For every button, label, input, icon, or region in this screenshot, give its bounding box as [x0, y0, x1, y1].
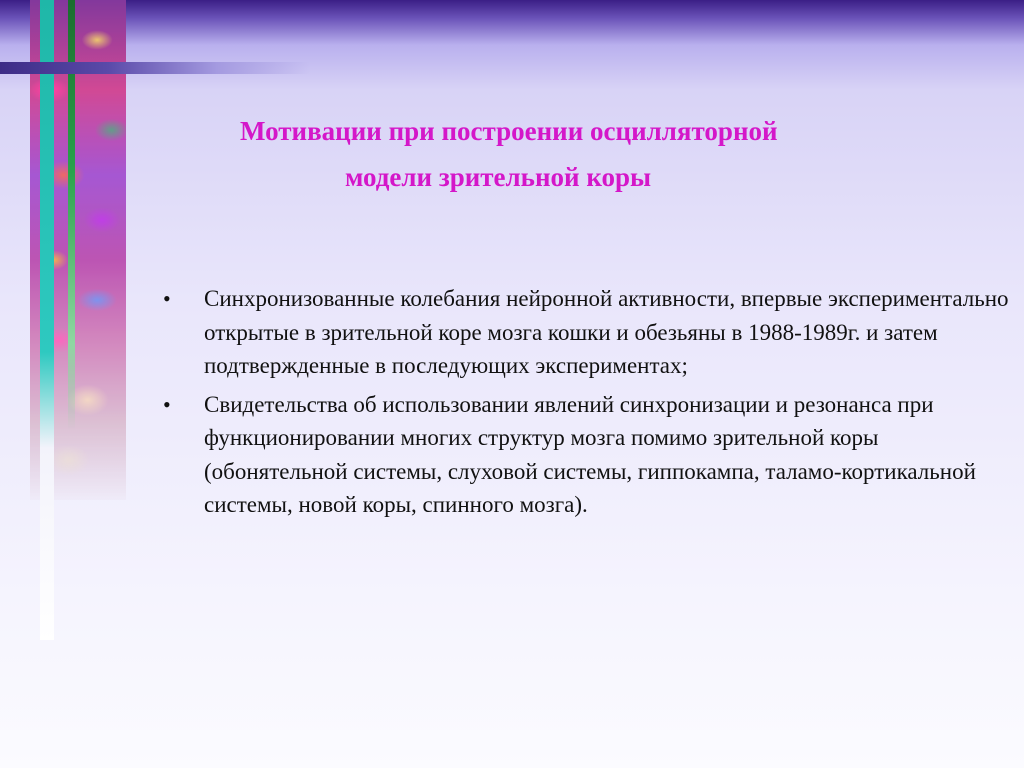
- bullet-dot-icon: •: [163, 286, 171, 311]
- bullet-text: Синхронизованные колебания нейронной активности, впервые экспериментально открытые в зрительной коре мозга кошки и обезьяны в 1988-1989г. и затем подтвержденные в последующих экспериментах;: [204, 286, 1009, 378]
- bullet-list: [160, 282, 1020, 527]
- slide-title-line-1: Мотивации при построении осцилляторной: [240, 116, 778, 146]
- decorative-teal-stripe: [40, 0, 54, 640]
- slide-title-line-2: модели зрительной коры: [345, 162, 652, 192]
- list-item: [160, 388, 1020, 522]
- decorative-horizontal-bar: [0, 62, 310, 74]
- bullet-dot-icon: •: [163, 391, 171, 417]
- slide-title: [240, 108, 960, 200]
- list-item: [160, 282, 1020, 383]
- bullet-text: Свидетельства об использовании явлений синхронизации и резонанса при функционировании многих структур мозга помимо зрительной коры (обонятельной системы, слуховой системы, гиппокампа, таламо-кортикальной системы, новой коры, спинного мозга).: [204, 391, 976, 517]
